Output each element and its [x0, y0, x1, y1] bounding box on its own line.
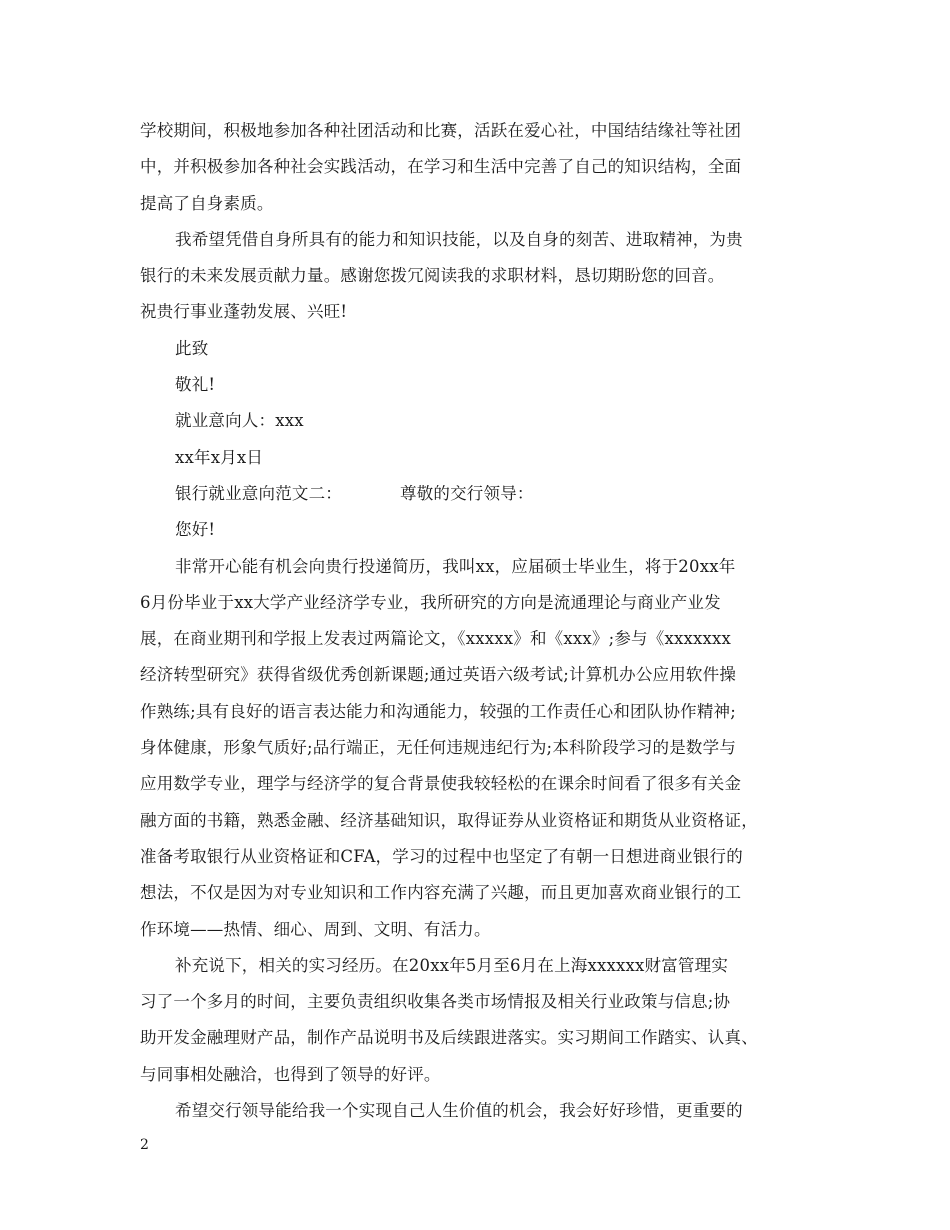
- text-line-content: 非常开心能有机会向贵行投递简历，我叫xx，应届硕士毕业生，将于20xx年: [175, 556, 736, 576]
- text-line-content: 准备考取银行从业资格证和CFA，学习的过程中也坚定了有朝一日想进商业银行的: [140, 846, 743, 866]
- page-number: 2: [140, 1137, 149, 1153]
- text-line-content: 展，在商业期刊和学报上发表过两篇论文，《xxxxx》和《xxx》;参与《xxxxxxx: [140, 629, 731, 649]
- text-line-content: 中，并积极参加各种社会实践活动，在学习和生活中完善了自己的知识结构，全面: [140, 157, 742, 177]
- text-line-content: 补充说下，相关的实习经历。在20xx年5月至6月在上海xxxxxx财富管理实: [175, 955, 729, 975]
- text-line: [140, 694, 812, 730]
- text-line-content: 此致: [175, 338, 209, 358]
- text-line: [140, 440, 812, 476]
- text-line: [140, 331, 812, 367]
- text-line-content: 提高了自身素质。: [140, 193, 274, 213]
- text-line: [140, 186, 812, 222]
- text-line-content: 应用数学专业，理学与经济学的复合背景使我较轻松的在课余时间看了很多有关金: [140, 774, 742, 794]
- text-line-content: xx年x月x日: [175, 447, 264, 467]
- text-line: [140, 803, 812, 839]
- text-line: [140, 912, 812, 948]
- text-line-content: 助开发金融理财产品，制作产品说明书及后续跟进落实。实习期间工作踏实、认真、: [140, 1028, 758, 1048]
- text-line: [140, 294, 812, 330]
- text-line: [140, 367, 812, 403]
- text-line-content: 与同事相处融洽，也得到了领导的好评。: [140, 1064, 441, 1084]
- document-body: [140, 113, 812, 1129]
- text-line: [140, 149, 812, 185]
- text-line-content: 敬礼!: [175, 375, 216, 395]
- text-line-content: 融方面的书籍，熟悉金融、经济基础知识，取得证券从业资格证和期货从业资格证，: [140, 810, 758, 830]
- text-line: [140, 1093, 812, 1129]
- text-line: [140, 113, 812, 149]
- text-line: [140, 476, 812, 512]
- text-line: [140, 222, 812, 258]
- text-line-content: 作熟练;具有良好的语言表达能力和沟通能力，较强的工作责任心和团队协作精神;: [140, 701, 737, 721]
- text-line: [140, 621, 812, 657]
- text-line: [140, 403, 812, 439]
- text-line-content: 祝贵行事业蓬勃发展、兴旺!: [140, 302, 348, 322]
- text-line-content: 6月份毕业于xx大学产业经济学专业，我所研究的方向是流通理论与商业产业发: [140, 592, 721, 612]
- text-line-content-secondary: 尊敬的交行领导：: [400, 483, 534, 503]
- text-line-content: 银行就业意向范文二：: [175, 483, 342, 503]
- text-line-content: 学校期间，积极地参加各种社团活动和比赛，活跃在爱心社，中国结结缘社等社团: [140, 121, 742, 140]
- text-line-content: 习了一个多月的时间，主要负责组织收集各类市场情报及相关行业政策与信息;协: [140, 992, 731, 1012]
- text-line: [140, 730, 812, 766]
- text-line: [140, 984, 812, 1020]
- text-line: [140, 258, 812, 294]
- text-line-content: 您好!: [175, 520, 216, 540]
- text-line-content: 银行的未来发展贡献力量。感谢您拨冗阅读我的求职材料，恳切期盼您的回音。: [140, 266, 725, 286]
- text-line: [140, 839, 812, 875]
- text-line-content: 我希望凭借自身所具有的能力和知识技能，以及自身的刻苦、进取精神，为贵: [175, 229, 743, 249]
- text-line: [140, 766, 812, 802]
- text-line-content: 想法，不仅是因为对专业知识和工作内容充满了兴趣，而且更加喜欢商业银行的工: [140, 883, 742, 903]
- text-line: [140, 875, 812, 911]
- text-line: [140, 657, 812, 693]
- text-line: [140, 1057, 812, 1093]
- text-line-content: 经济转型研究》获得省级优秀创新课题;通过英语六级考试;计算机办公应用软件操: [140, 665, 737, 685]
- text-line: [140, 512, 812, 548]
- text-line-content: 就业意向人：xxx: [175, 411, 304, 431]
- text-line-content: 作环境——热情、细心、周到、文明、有活力。: [140, 919, 491, 939]
- text-line: [140, 549, 812, 585]
- text-line: [140, 585, 812, 621]
- text-line-content: 希望交行领导能给我一个实现自己人生价值的机会，我会好好珍惜，更重要的: [175, 1101, 743, 1121]
- text-line: [140, 948, 812, 984]
- text-line-content: 身体健康，形象气质好;品行端正，无任何违规违纪行为;本科阶段学习的是数学与: [140, 738, 737, 758]
- text-line: [140, 1020, 812, 1056]
